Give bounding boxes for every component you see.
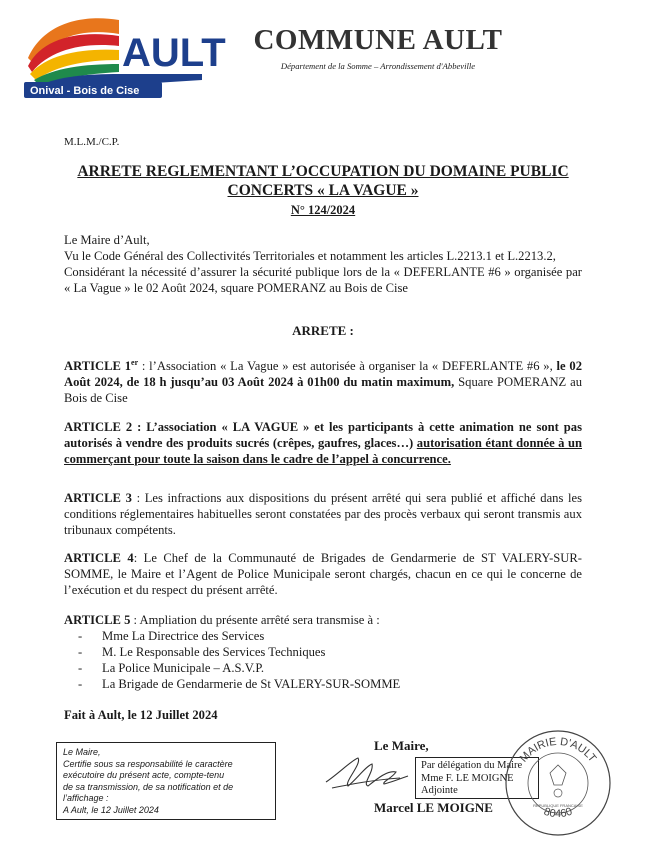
delegation-line: Par délégation du Maire bbox=[421, 760, 523, 771]
article-3-label: ARTICLE 3 bbox=[64, 491, 132, 505]
delegation-line: Mme F. LE MOIGNE bbox=[421, 772, 514, 784]
svg-text:MAIRIE D'AULT bbox=[518, 736, 599, 765]
document-title-line2: CONCERTS « LA VAGUE » bbox=[227, 182, 419, 199]
article-1 bbox=[64, 355, 582, 406]
article-3 bbox=[64, 490, 582, 538]
article-1-text: : l’Association « La Vague » est autorisée à organiser la « DEFERLANTE #6 », bbox=[138, 359, 557, 374]
arrete-number: N° 124/2024 bbox=[290, 203, 356, 217]
article-5-label: ARTICLE 5 bbox=[64, 613, 131, 627]
article-1-dates: le 02 Août 2024, de 18 h jusqu’au 03 Août 2024 à 01h00 du matin maximum, bbox=[64, 359, 582, 390]
fait-a-ault: Fait à Ault, le 12 Juillet 2024 bbox=[64, 708, 218, 722]
list-item: - La Brigade de Gendarmerie de St VALERY-SUR-SOMME bbox=[64, 676, 582, 692]
article-2 bbox=[64, 419, 582, 467]
signer-name: Marcel LE MOIGNE bbox=[374, 800, 493, 815]
commune-logo bbox=[24, 14, 226, 98]
handwritten-signature bbox=[322, 752, 412, 794]
certification-box bbox=[56, 742, 276, 820]
article-2-text: L’association « LA VAGUE » et les participants à cette animation ne sont pas autorisés à vendre des produits sucrés (crêpes, gaufres, glaces…) bbox=[64, 420, 582, 450]
official-stamp bbox=[502, 727, 614, 839]
article-5-text: : Ampliation du présente arrêté sera transmise à : bbox=[130, 613, 380, 627]
preamble-vu: Vu le Code Général des Collectivités Territoriales et notamment les articles L.2213.1 et L.2213.2, bbox=[64, 249, 556, 263]
article-1-location: Square POMERANZ au Bois de Cise bbox=[64, 375, 582, 406]
recipient-list bbox=[64, 628, 582, 692]
document-reference: M.L.M./C.P. bbox=[64, 136, 120, 148]
logo-subtitle: Onival - Bois de Cise bbox=[30, 85, 140, 97]
article-5 bbox=[64, 612, 582, 692]
article-2-label: ARTICLE 2 : bbox=[64, 420, 142, 434]
certification-line: Certifie sous sa responsabilité le caractère bbox=[63, 758, 233, 769]
logo-word: AULT bbox=[122, 31, 226, 75]
document-title-line1: ARRETE REGLEMENTANT L’OCCUPATION DU DOMAINE PUBLIC bbox=[77, 163, 569, 180]
article-4 bbox=[64, 550, 582, 598]
certification-line: l’affichage : bbox=[63, 793, 109, 804]
stamp-inner-text: REPUBLIQUE FRANCAISE bbox=[533, 803, 583, 808]
stamp-bottom-text: 80460 bbox=[542, 805, 574, 821]
commune-subtitle: Département de la Somme – Arrondissement d'Abbeville bbox=[280, 61, 476, 71]
delegation-line: Adjointe bbox=[421, 785, 458, 796]
article-2-underlined: autorisation étant donnée à un commerçant pour toute la saison dans le cadre de l’appel à concurrence. bbox=[64, 436, 582, 466]
certification-line: exécutoire du présent acte, compte-tenu bbox=[63, 770, 225, 781]
preamble bbox=[64, 232, 582, 296]
commune-title: COMMUNE AULT bbox=[253, 24, 503, 56]
preamble-considerant: Considérant la nécessité d’assurer la sécurité publique lors de la « DEFERLANTE #6 » organisée par « La Vague » le 02 Août 2024, square POMERANZ au Bois de Cise bbox=[64, 265, 582, 295]
article-1-label: ARTICLE 1 bbox=[64, 359, 132, 374]
arrete-heading: ARRETE : bbox=[292, 323, 354, 338]
article-3-text: : Les infractions aux dispositions du présent arrêté qui sera publié et affiché dans les conditions réglementaires habituelles seront constatées par des procès verbaux qui seront transmis aux tribunaux compétents. bbox=[64, 491, 583, 537]
certification-line: de sa transmission, de sa notification et de bbox=[63, 781, 234, 792]
list-item: - Mme La Directrice des Services bbox=[64, 628, 582, 644]
article-4-label: ARTICLE 4 bbox=[64, 551, 134, 565]
le-maire-label: Le Maire, bbox=[374, 738, 429, 753]
list-item: - La Police Municipale – A.S.V.P. bbox=[64, 660, 582, 676]
certification-line: Le Maire, bbox=[63, 747, 101, 757]
preamble-maire: Le Maire d’Ault, bbox=[64, 233, 150, 247]
article-4-text: : Le Chef de la Communauté de Brigades de Gendarmerie de ST VALERY-SUR-SOMME, le Maire et l’Agent de Police Municipale seront chargés, chacun en ce qui le concerne de l’exécution et du respect du présent arrêté. bbox=[64, 551, 582, 597]
list-item: - M. Le Responsable des Services Techniques bbox=[64, 644, 582, 660]
stamp-top-text: MAIRIE D'AULT bbox=[517, 735, 599, 765]
article-1-sup: er bbox=[131, 358, 139, 367]
certification-line: A Ault, le 12 Juillet 2024 bbox=[63, 804, 159, 815]
logo-graphic bbox=[24, 14, 226, 98]
